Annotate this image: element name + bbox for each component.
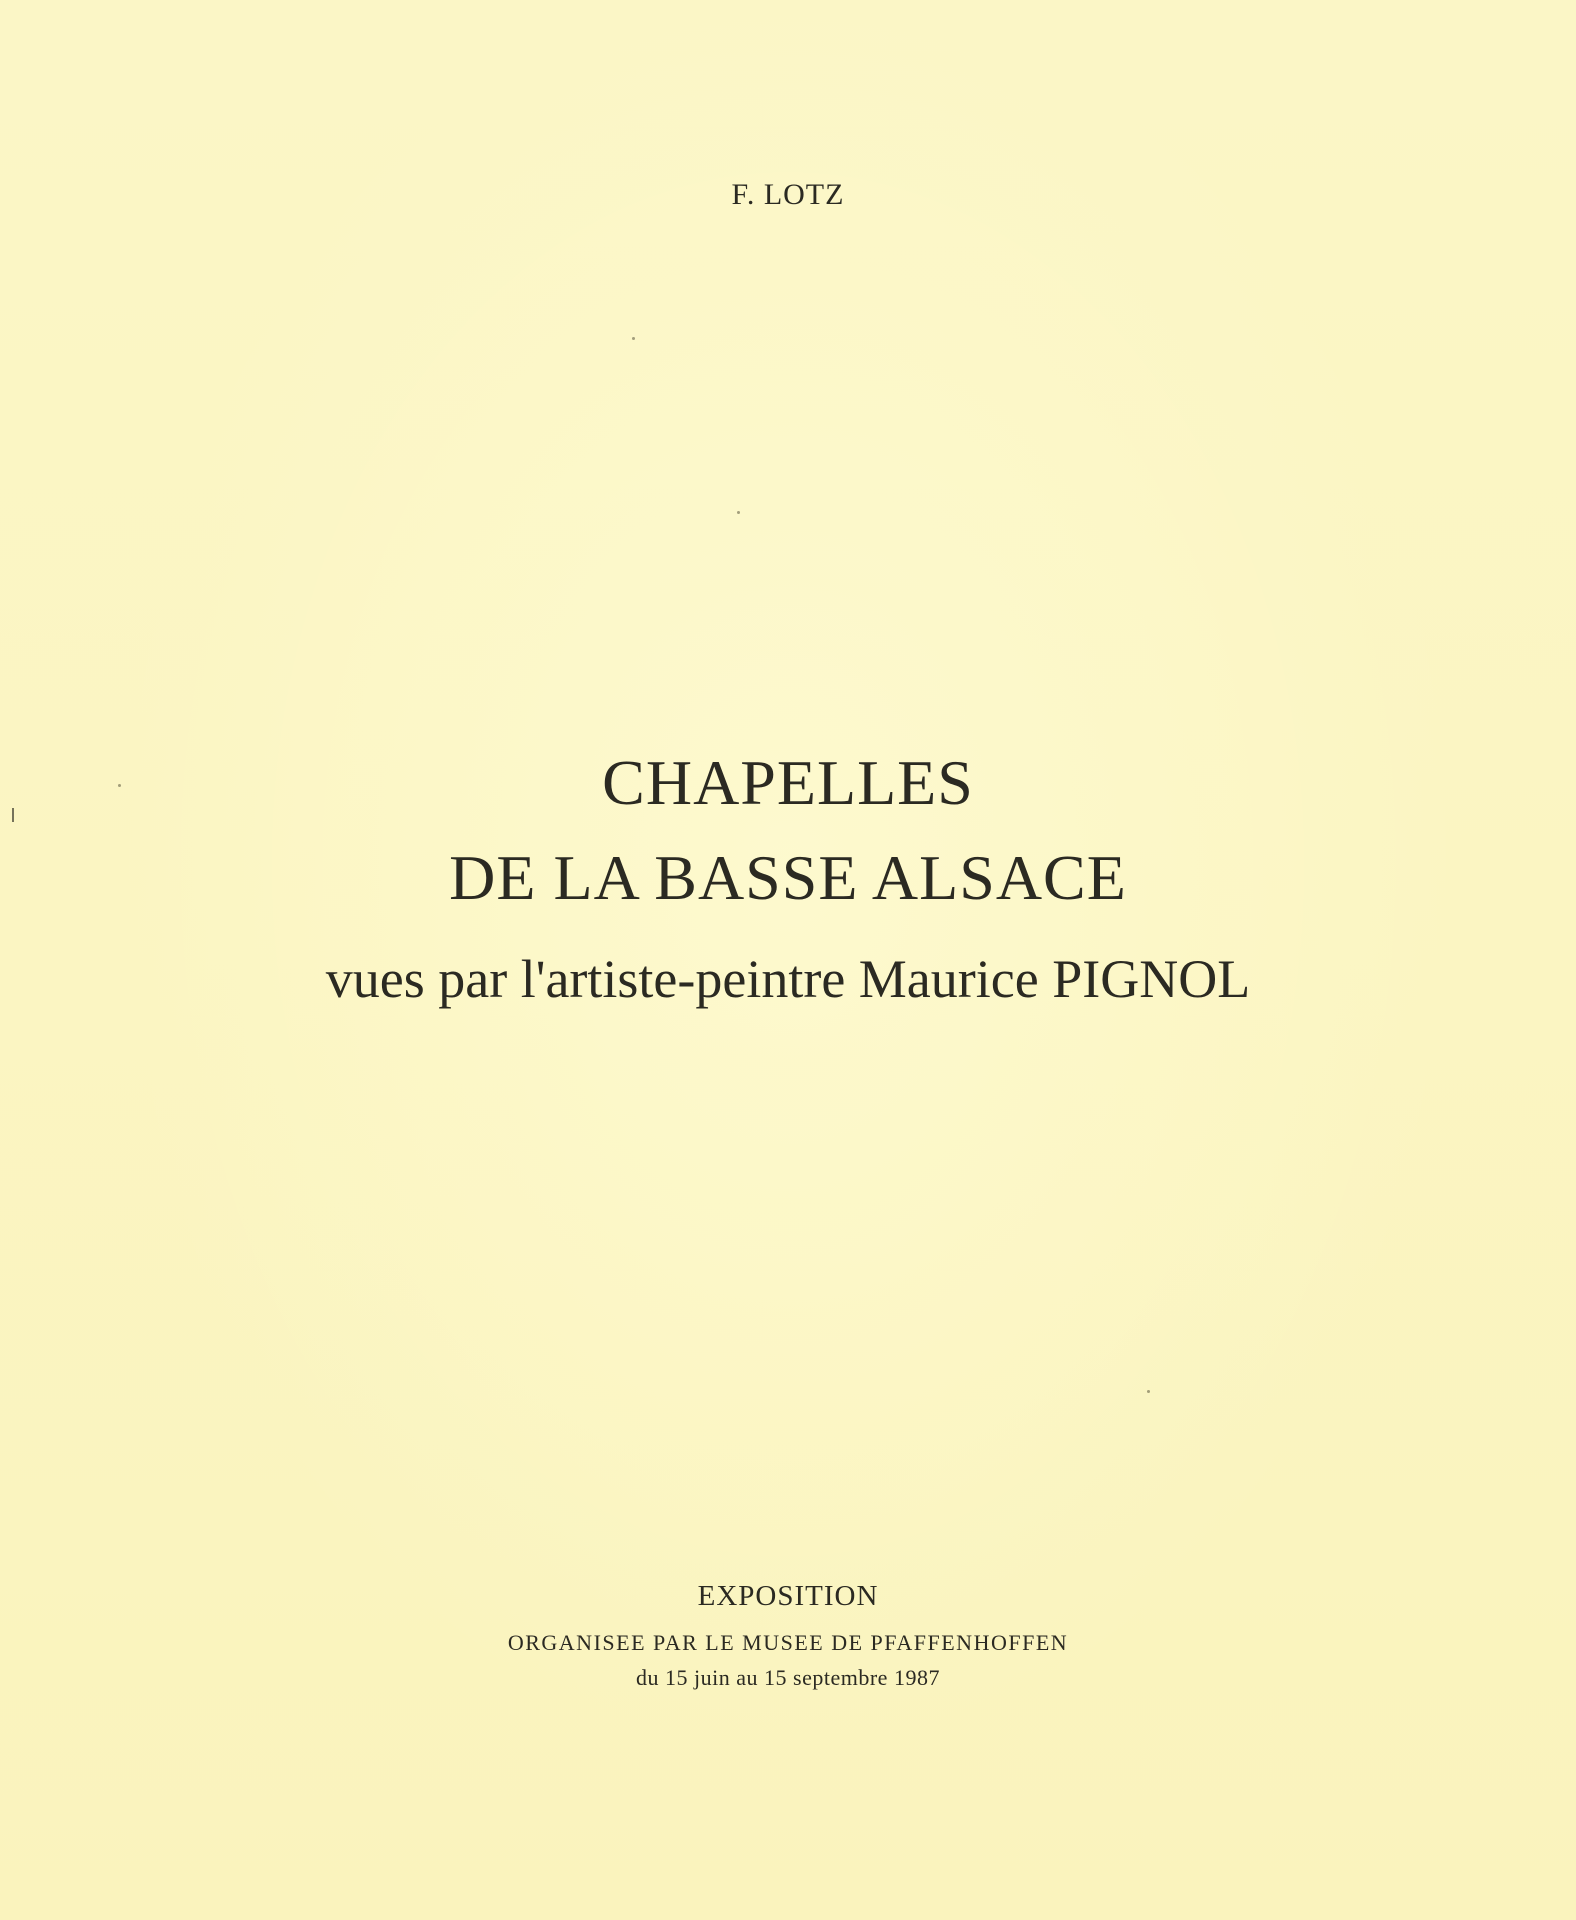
organizer-line: ORGANISEE PAR LE MUSEE DE PFAFFENHOFFEN <box>507 1630 1069 1655</box>
author-name: F. LOTZ <box>731 178 845 211</box>
paper-speck <box>1147 1390 1150 1393</box>
subtitle: vues par l'artiste-peintre Maurice PIGNOL <box>325 949 1251 1009</box>
edge-mark <box>12 808 14 822</box>
paper-speck <box>118 784 121 787</box>
exhibition-dates: du 15 juin au 15 septembre 1987 <box>636 1665 940 1690</box>
paper-speck <box>632 337 635 340</box>
paper-speck <box>737 511 740 514</box>
title-line-1: CHAPELLES <box>602 747 974 818</box>
exhibition-heading: EXPOSITION <box>697 1580 879 1612</box>
title-line-2: DE LA BASSE ALSACE <box>449 842 1127 913</box>
